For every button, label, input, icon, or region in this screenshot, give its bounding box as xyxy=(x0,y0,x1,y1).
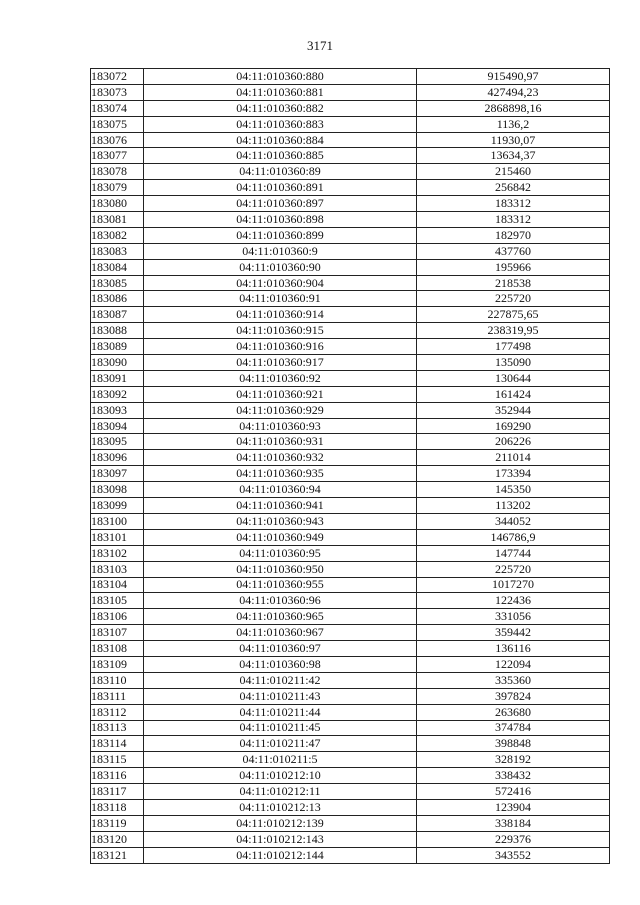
row-number-cell: 183091 xyxy=(91,370,144,386)
cadastral-value-cell: 343552 xyxy=(417,847,610,863)
row-number-cell: 183086 xyxy=(91,291,144,307)
cadastral-value-cell: 11930,07 xyxy=(417,132,610,148)
row-number-cell: 183082 xyxy=(91,227,144,243)
table-row xyxy=(91,736,610,752)
cadastral-value-cell: 335360 xyxy=(417,672,610,688)
cadastral-number-cell: 04:11:010360:932 xyxy=(144,450,417,466)
table-row xyxy=(91,545,610,561)
cadastral-number-cell: 04:11:010360:949 xyxy=(144,529,417,545)
row-number-cell: 183104 xyxy=(91,577,144,593)
registry-table xyxy=(90,68,610,864)
table-row xyxy=(91,275,610,291)
cadastral-value-cell: 215460 xyxy=(417,164,610,180)
table-row xyxy=(91,799,610,815)
table-row xyxy=(91,339,610,355)
cadastral-value-cell: 225720 xyxy=(417,291,610,307)
row-number-cell: 183098 xyxy=(91,482,144,498)
cadastral-value-cell: 331056 xyxy=(417,609,610,625)
row-number-cell: 183101 xyxy=(91,529,144,545)
cadastral-number-cell: 04:11:010360:904 xyxy=(144,275,417,291)
cadastral-number-cell: 04:11:010360:97 xyxy=(144,641,417,657)
table-row xyxy=(91,69,610,85)
table-row xyxy=(91,529,610,545)
cadastral-number-cell: 04:11:010360:93 xyxy=(144,418,417,434)
row-number-cell: 183081 xyxy=(91,212,144,228)
cadastral-number-cell: 04:11:010360:882 xyxy=(144,100,417,116)
table-row xyxy=(91,84,610,100)
row-number-cell: 183090 xyxy=(91,355,144,371)
cadastral-value-cell: 238319,95 xyxy=(417,323,610,339)
cadastral-number-cell: 04:11:010360:897 xyxy=(144,196,417,212)
cadastral-number-cell: 04:11:010360:898 xyxy=(144,212,417,228)
cadastral-value-cell: 328192 xyxy=(417,752,610,768)
cadastral-number-cell: 04:11:010211:47 xyxy=(144,736,417,752)
cadastral-number-cell: 04:11:010211:5 xyxy=(144,752,417,768)
table-row xyxy=(91,386,610,402)
cadastral-value-cell: 183312 xyxy=(417,196,610,212)
row-number-cell: 183089 xyxy=(91,339,144,355)
cadastral-number-cell: 04:11:010360:935 xyxy=(144,466,417,482)
table-row xyxy=(91,148,610,164)
cadastral-value-cell: 146786,9 xyxy=(417,529,610,545)
cadastral-number-cell: 04:11:010360:89 xyxy=(144,164,417,180)
cadastral-value-cell: 177498 xyxy=(417,339,610,355)
row-number-cell: 183087 xyxy=(91,307,144,323)
table-row xyxy=(91,815,610,831)
table-row xyxy=(91,307,610,323)
row-number-cell: 183074 xyxy=(91,100,144,116)
table-row xyxy=(91,561,610,577)
registry-table-body xyxy=(91,69,610,864)
cadastral-number-cell: 04:11:010212:144 xyxy=(144,847,417,863)
row-number-cell: 183096 xyxy=(91,450,144,466)
cadastral-number-cell: 04:11:010360:921 xyxy=(144,386,417,402)
row-number-cell: 183077 xyxy=(91,148,144,164)
row-number-cell: 183084 xyxy=(91,259,144,275)
cadastral-number-cell: 04:11:010360:90 xyxy=(144,259,417,275)
cadastral-value-cell: 211014 xyxy=(417,450,610,466)
cadastral-number-cell: 04:11:010211:42 xyxy=(144,672,417,688)
cadastral-value-cell: 135090 xyxy=(417,355,610,371)
table-row xyxy=(91,418,610,434)
cadastral-number-cell: 04:11:010360:943 xyxy=(144,513,417,529)
table-row xyxy=(91,784,610,800)
table-row xyxy=(91,434,610,450)
cadastral-value-cell: 113202 xyxy=(417,498,610,514)
cadastral-value-cell: 427494,23 xyxy=(417,84,610,100)
row-number-cell: 183109 xyxy=(91,656,144,672)
cadastral-number-cell: 04:11:010212:143 xyxy=(144,831,417,847)
row-number-cell: 183083 xyxy=(91,243,144,259)
row-number-cell: 183105 xyxy=(91,593,144,609)
row-number-cell: 183095 xyxy=(91,434,144,450)
table-row xyxy=(91,291,610,307)
table-row xyxy=(91,498,610,514)
table-row xyxy=(91,768,610,784)
cadastral-number-cell: 04:11:010360:880 xyxy=(144,69,417,85)
row-number-cell: 183099 xyxy=(91,498,144,514)
row-number-cell: 183116 xyxy=(91,768,144,784)
table-row xyxy=(91,720,610,736)
table-row xyxy=(91,212,610,228)
cadastral-number-cell: 04:11:010360:95 xyxy=(144,545,417,561)
table-row xyxy=(91,593,610,609)
table-row xyxy=(91,672,610,688)
row-number-cell: 183112 xyxy=(91,704,144,720)
cadastral-number-cell: 04:11:010360:883 xyxy=(144,116,417,132)
cadastral-number-cell: 04:11:010360:914 xyxy=(144,307,417,323)
table-row xyxy=(91,450,610,466)
cadastral-number-cell: 04:11:010211:45 xyxy=(144,720,417,736)
table-row xyxy=(91,641,610,657)
cadastral-value-cell: 161424 xyxy=(417,386,610,402)
cadastral-value-cell: 145350 xyxy=(417,482,610,498)
table-row xyxy=(91,259,610,275)
cadastral-value-cell: 13634,37 xyxy=(417,148,610,164)
cadastral-value-cell: 374784 xyxy=(417,720,610,736)
cadastral-value-cell: 398848 xyxy=(417,736,610,752)
cadastral-number-cell: 04:11:010360:950 xyxy=(144,561,417,577)
row-number-cell: 183107 xyxy=(91,625,144,641)
row-number-cell: 183076 xyxy=(91,132,144,148)
table-row xyxy=(91,164,610,180)
cadastral-number-cell: 04:11:010212:139 xyxy=(144,815,417,831)
row-number-cell: 183114 xyxy=(91,736,144,752)
row-number-cell: 183121 xyxy=(91,847,144,863)
row-number-cell: 183093 xyxy=(91,402,144,418)
cadastral-number-cell: 04:11:010360:881 xyxy=(144,84,417,100)
cadastral-number-cell: 04:11:010360:96 xyxy=(144,593,417,609)
cadastral-value-cell: 218538 xyxy=(417,275,610,291)
cadastral-value-cell: 122436 xyxy=(417,593,610,609)
cadastral-number-cell: 04:11:010212:11 xyxy=(144,784,417,800)
row-number-cell: 183113 xyxy=(91,720,144,736)
table-row xyxy=(91,513,610,529)
table-row xyxy=(91,196,610,212)
cadastral-value-cell: 130644 xyxy=(417,370,610,386)
cadastral-value-cell: 173394 xyxy=(417,466,610,482)
cadastral-number-cell: 04:11:010360:929 xyxy=(144,402,417,418)
cadastral-value-cell: 229376 xyxy=(417,831,610,847)
cadastral-number-cell: 04:11:010360:955 xyxy=(144,577,417,593)
table-row xyxy=(91,227,610,243)
row-number-cell: 183117 xyxy=(91,784,144,800)
row-number-cell: 183120 xyxy=(91,831,144,847)
row-number-cell: 183103 xyxy=(91,561,144,577)
row-number-cell: 183078 xyxy=(91,164,144,180)
cadastral-value-cell: 123904 xyxy=(417,799,610,815)
cadastral-value-cell: 915490,97 xyxy=(417,69,610,85)
row-number-cell: 183092 xyxy=(91,386,144,402)
cadastral-value-cell: 182970 xyxy=(417,227,610,243)
cadastral-number-cell: 04:11:010360:98 xyxy=(144,656,417,672)
row-number-cell: 183075 xyxy=(91,116,144,132)
row-number-cell: 183100 xyxy=(91,513,144,529)
cadastral-value-cell: 359442 xyxy=(417,625,610,641)
row-number-cell: 183072 xyxy=(91,69,144,85)
cadastral-value-cell: 227875,65 xyxy=(417,307,610,323)
cadastral-value-cell: 338432 xyxy=(417,768,610,784)
table-row xyxy=(91,704,610,720)
cadastral-value-cell: 338184 xyxy=(417,815,610,831)
table-row xyxy=(91,656,610,672)
cadastral-value-cell: 344052 xyxy=(417,513,610,529)
table-row xyxy=(91,243,610,259)
table-row xyxy=(91,466,610,482)
table-row xyxy=(91,402,610,418)
cadastral-number-cell: 04:11:010360:9 xyxy=(144,243,417,259)
cadastral-number-cell: 04:11:010211:44 xyxy=(144,704,417,720)
table-row xyxy=(91,688,610,704)
row-number-cell: 183102 xyxy=(91,545,144,561)
cadastral-number-cell: 04:11:010360:931 xyxy=(144,434,417,450)
row-number-cell: 183079 xyxy=(91,180,144,196)
table-row xyxy=(91,752,610,768)
row-number-cell: 183110 xyxy=(91,672,144,688)
cadastral-value-cell: 122094 xyxy=(417,656,610,672)
table-row xyxy=(91,482,610,498)
table-row xyxy=(91,847,610,863)
table-row xyxy=(91,100,610,116)
table-row xyxy=(91,370,610,386)
cadastral-value-cell: 136116 xyxy=(417,641,610,657)
table-row xyxy=(91,609,610,625)
cadastral-number-cell: 04:11:010360:92 xyxy=(144,370,417,386)
cadastral-number-cell: 04:11:010360:916 xyxy=(144,339,417,355)
table-row xyxy=(91,180,610,196)
table-row xyxy=(91,355,610,371)
row-number-cell: 183106 xyxy=(91,609,144,625)
row-number-cell: 183111 xyxy=(91,688,144,704)
row-number-cell: 183118 xyxy=(91,799,144,815)
row-number-cell: 183073 xyxy=(91,84,144,100)
cadastral-number-cell: 04:11:010360:917 xyxy=(144,355,417,371)
cadastral-value-cell: 572416 xyxy=(417,784,610,800)
cadastral-value-cell: 2868898,16 xyxy=(417,100,610,116)
cadastral-number-cell: 04:11:010360:899 xyxy=(144,227,417,243)
cadastral-number-cell: 04:11:010360:915 xyxy=(144,323,417,339)
cadastral-number-cell: 04:11:010360:891 xyxy=(144,180,417,196)
cadastral-value-cell: 397824 xyxy=(417,688,610,704)
cadastral-value-cell: 206226 xyxy=(417,434,610,450)
table-row xyxy=(91,116,610,132)
row-number-cell: 183115 xyxy=(91,752,144,768)
row-number-cell: 183085 xyxy=(91,275,144,291)
cadastral-number-cell: 04:11:010212:13 xyxy=(144,799,417,815)
cadastral-value-cell: 169290 xyxy=(417,418,610,434)
table-row xyxy=(91,577,610,593)
table-row xyxy=(91,625,610,641)
cadastral-value-cell: 225720 xyxy=(417,561,610,577)
row-number-cell: 183108 xyxy=(91,641,144,657)
cadastral-number-cell: 04:11:010360:941 xyxy=(144,498,417,514)
cadastral-value-cell: 183312 xyxy=(417,212,610,228)
cadastral-number-cell: 04:11:010360:965 xyxy=(144,609,417,625)
row-number-cell: 183097 xyxy=(91,466,144,482)
cadastral-number-cell: 04:11:010212:10 xyxy=(144,768,417,784)
table-row xyxy=(91,831,610,847)
table-row xyxy=(91,132,610,148)
row-number-cell: 183094 xyxy=(91,418,144,434)
row-number-cell: 183080 xyxy=(91,196,144,212)
row-number-cell: 183119 xyxy=(91,815,144,831)
cadastral-number-cell: 04:11:010211:43 xyxy=(144,688,417,704)
cadastral-number-cell: 04:11:010360:91 xyxy=(144,291,417,307)
table-row xyxy=(91,323,610,339)
page-number: 3171 xyxy=(307,38,333,53)
cadastral-value-cell: 1136,2 xyxy=(417,116,610,132)
cadastral-value-cell: 195966 xyxy=(417,259,610,275)
cadastral-number-cell: 04:11:010360:885 xyxy=(144,148,417,164)
cadastral-value-cell: 256842 xyxy=(417,180,610,196)
cadastral-value-cell: 147744 xyxy=(417,545,610,561)
cadastral-number-cell: 04:11:010360:94 xyxy=(144,482,417,498)
cadastral-number-cell: 04:11:010360:884 xyxy=(144,132,417,148)
row-number-cell: 183088 xyxy=(91,323,144,339)
cadastral-value-cell: 263680 xyxy=(417,704,610,720)
cadastral-value-cell: 1017270 xyxy=(417,577,610,593)
cadastral-value-cell: 437760 xyxy=(417,243,610,259)
cadastral-number-cell: 04:11:010360:967 xyxy=(144,625,417,641)
cadastral-value-cell: 352944 xyxy=(417,402,610,418)
